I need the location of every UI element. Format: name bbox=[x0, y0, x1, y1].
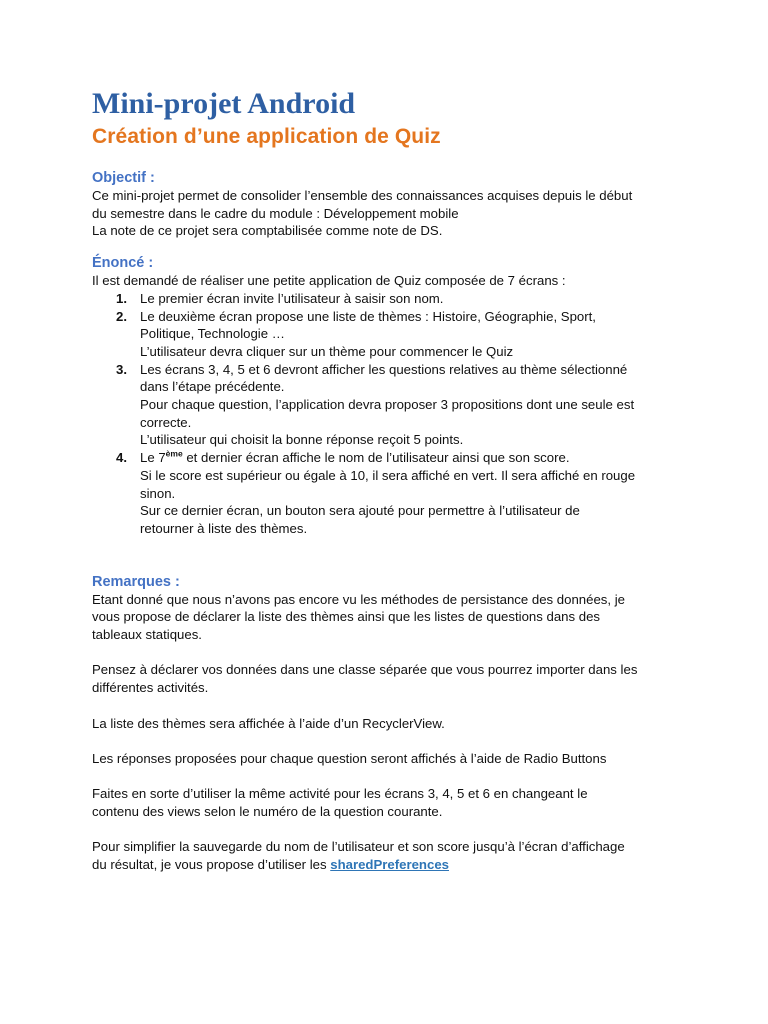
list-number: 4. bbox=[116, 450, 127, 466]
text-line: différentes activités. bbox=[92, 680, 209, 696]
text-line bbox=[140, 449, 692, 467]
text-line: L’utilisateur devra cliquer sur un thème pour commencer le Quiz bbox=[140, 343, 514, 359]
remarques-paragraph bbox=[92, 661, 692, 696]
text-line: Pensez à déclarer vos données dans une classe séparée que vous pourrez importer dans les bbox=[92, 662, 638, 678]
text-line: sinon. bbox=[140, 485, 176, 501]
list-number: 1. bbox=[116, 290, 127, 306]
text-line: Sur ce dernier écran, un bouton sera ajouté pour permettre à l’utilisateur de bbox=[140, 503, 580, 519]
text-line: contenu des views selon le numéro de la question courante. bbox=[92, 804, 443, 820]
ordinal-prefix: Le 7 bbox=[140, 450, 166, 466]
text-line: L’utilisateur qui choisit la bonne réponse reçoit 5 points. bbox=[140, 432, 464, 448]
text-line: Les écrans 3, 4, 5 et 6 devront afficher les questions relatives au thème sélectionné bbox=[140, 361, 628, 377]
list-item bbox=[92, 290, 692, 308]
objectif-body bbox=[92, 187, 692, 240]
text-line: Le premier écran invite l’utilisateur à saisir son nom. bbox=[140, 290, 444, 306]
text-line: Si le score est supérieur ou égale à 10, il sera affiché en vert. Il sera affiché en rouge bbox=[140, 467, 636, 483]
text-line: Etant donné que nous n’avons pas encore vu les méthodes de persistance des données, je bbox=[92, 591, 625, 607]
enonce-intro: Il est demandé de réaliser une petite application de Quiz composée de 7 écrans : bbox=[92, 273, 566, 289]
document-title: Mini-projet Android bbox=[92, 87, 356, 120]
list-number: 2. bbox=[116, 308, 127, 324]
screens-list bbox=[92, 290, 692, 538]
text-line: tableaux statiques. bbox=[92, 627, 202, 643]
objectif-heading: Objectif : bbox=[92, 170, 155, 186]
list-item bbox=[92, 449, 692, 538]
document-content bbox=[92, 86, 692, 874]
text-line: du semestre dans le cadre du module : Développement mobile bbox=[92, 205, 459, 221]
remarques-heading: Remarques : bbox=[92, 573, 180, 590]
ordinal-suffix: ème bbox=[165, 448, 183, 459]
enonce-heading: Énoncé : bbox=[92, 255, 154, 272]
list-item bbox=[92, 308, 692, 361]
text-line: dans l’étape précédente. bbox=[140, 379, 285, 395]
text-line: Ce mini-projet permet de consolider l’ensemble des connaissances acquises depuis le début bbox=[92, 188, 633, 203]
text-line: Pour chaque question, l’application devra proposer 3 propositions dont une seule est bbox=[140, 397, 635, 413]
text-fragment: et dernier écran affiche le nom de l’utilisateur ainsi que son score. bbox=[182, 450, 570, 466]
list-number: 3. bbox=[116, 361, 127, 377]
text-line: Politique, Technologie … bbox=[140, 326, 285, 342]
text-line: La note de ce projet sera comptabilisée comme note de DS. bbox=[92, 223, 443, 239]
text-line: La liste des thèmes sera affichée à l’aide d’un RecyclerView. bbox=[92, 715, 445, 731]
text-line: Les réponses proposées pour chaque question seront affichés à l’aide de Radio Buttons bbox=[92, 750, 607, 766]
text-fragment: du résultat, je vous propose d’utiliser les bbox=[92, 857, 331, 873]
remarques-paragraph bbox=[92, 785, 692, 820]
text-line: vous propose de déclarer la liste des thèmes ainsi que les listes de questions dans des bbox=[92, 609, 601, 625]
text-line bbox=[92, 856, 692, 874]
text-line: Faites en sorte d’utiliser la même activité pour les écrans 3, 4, 5 et 6 en changeant le bbox=[92, 786, 588, 802]
text-line: Pour simplifier la sauvegarde du nom de l’utilisateur et son score jusqu’à l’écran d’affichage bbox=[92, 839, 625, 855]
remarques-paragraph bbox=[92, 715, 692, 733]
remarques-paragraph bbox=[92, 750, 692, 768]
text-line: Le deuxième écran propose une liste de thèmes : Histoire, Géographie, Sport, bbox=[140, 308, 596, 324]
text-line: correcte. bbox=[140, 414, 192, 430]
sharedpreferences-link[interactable]: sharedPreferences bbox=[330, 857, 449, 873]
remarques-paragraph bbox=[92, 838, 692, 873]
document-subtitle: Création d’une application de Quiz bbox=[92, 125, 441, 148]
remarques-paragraph bbox=[92, 591, 692, 644]
text-line: retourner à liste des thèmes. bbox=[140, 520, 308, 536]
list-item bbox=[92, 361, 692, 450]
